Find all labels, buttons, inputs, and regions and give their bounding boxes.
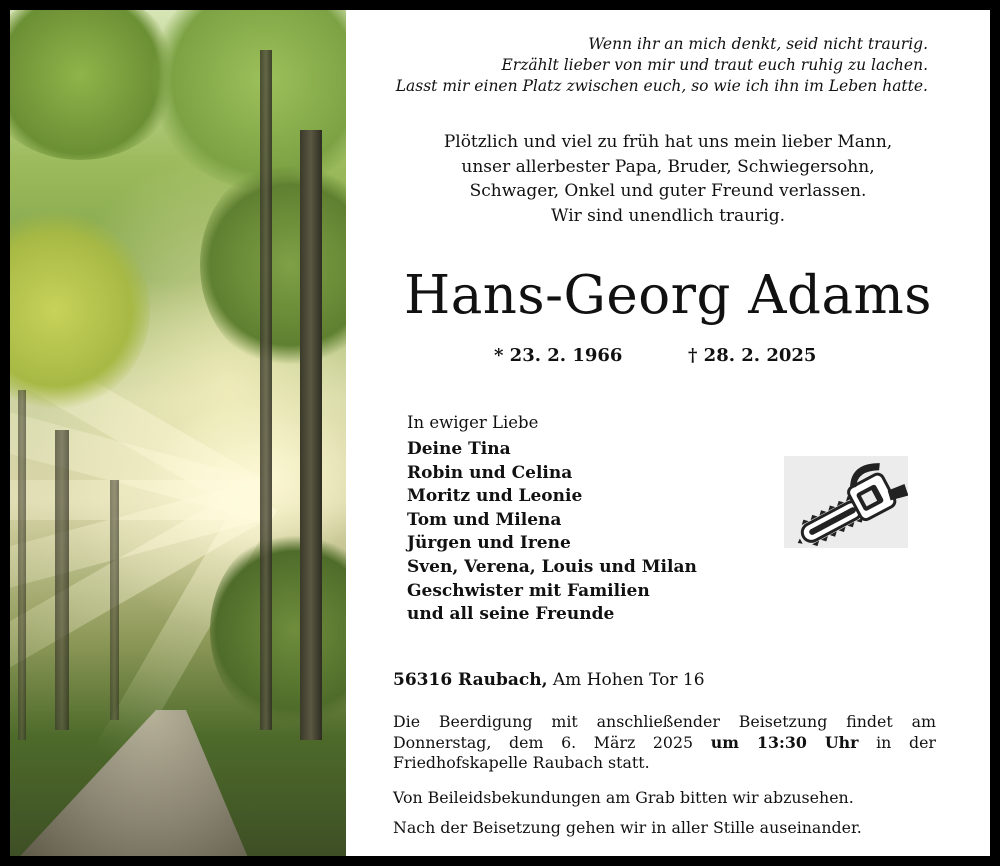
mourner-name: Jürgen und Irene	[407, 533, 571, 554]
foliage	[200, 160, 346, 370]
silence-note: Nach der Beisetzung gehen wir in aller Stille auseinander.	[393, 818, 862, 837]
intro-line: Schwager, Onkel und guter Freund verlassen.	[469, 181, 867, 201]
intro-text	[346, 130, 990, 228]
funeral-text: Die Beerdigung mit anschließender Beisetzung findet am Donnerstag, dem 6. März 2025	[393, 712, 936, 752]
mourner-name: Sven, Verena, Louis und Milan	[407, 556, 697, 577]
mourners-list	[407, 438, 697, 627]
birth-date: * 23. 2. 1966	[494, 345, 623, 366]
funeral-details	[393, 712, 936, 774]
forest-photo	[10, 10, 346, 856]
address	[393, 668, 705, 692]
poem	[396, 34, 928, 97]
intro-line: Plötzlich und viel zu früh hat uns mein lieber Mann,	[443, 132, 893, 152]
chainsaw-icon	[784, 456, 908, 548]
foliage	[10, 210, 150, 410]
tree-trunk	[18, 390, 26, 740]
mourner-name: Tom und Milena	[407, 509, 562, 530]
funeral-time: um 13:30 Uhr	[710, 732, 859, 752]
address-street: Am Hohen Tor 16	[552, 670, 705, 690]
poem-line: Wenn ihr an mich denkt, seid nicht traurig.	[588, 35, 928, 53]
tree-trunk	[300, 130, 322, 740]
intro-line: Wir sind unendlich traurig.	[551, 205, 785, 226]
mourner-name: Moritz und Leonie	[407, 486, 583, 507]
funeral-text: in der Friedhofskapelle Raubach statt.	[393, 732, 936, 772]
notice-text	[346, 10, 990, 856]
poem-line: Lasst mir einen Platz zwischen euch, so wie ich ihn im Leben hatte.	[395, 77, 928, 95]
tree-trunk	[260, 50, 272, 730]
intro-line: unser allerbester Papa, Bruder, Schwiegersohn,	[461, 156, 875, 177]
forest-path	[10, 710, 270, 856]
address-city: 56316 Raubach,	[393, 670, 548, 690]
mourner-name: Geschwister mit Familien	[407, 580, 650, 601]
mourner-name: und all seine Freunde	[407, 604, 615, 625]
death-date: † 28. 2. 2025	[688, 345, 817, 366]
mourner-name: Deine Tina	[407, 439, 511, 459]
tree-trunk	[110, 480, 119, 720]
obituary-notice	[10, 10, 990, 856]
deceased-name: Hans-Georg Adams	[403, 265, 933, 326]
mourner-name: Robin und Celina	[407, 462, 573, 483]
tree-trunk	[55, 430, 69, 730]
condolence-note: Von Beileidsbekundungen am Grab bitten wir abzusehen.	[393, 788, 854, 807]
mourners-heading: In ewiger Liebe	[407, 413, 539, 432]
poem-line: Erzählt lieber von mir und traut euch ruhig zu lachen.	[501, 56, 928, 74]
